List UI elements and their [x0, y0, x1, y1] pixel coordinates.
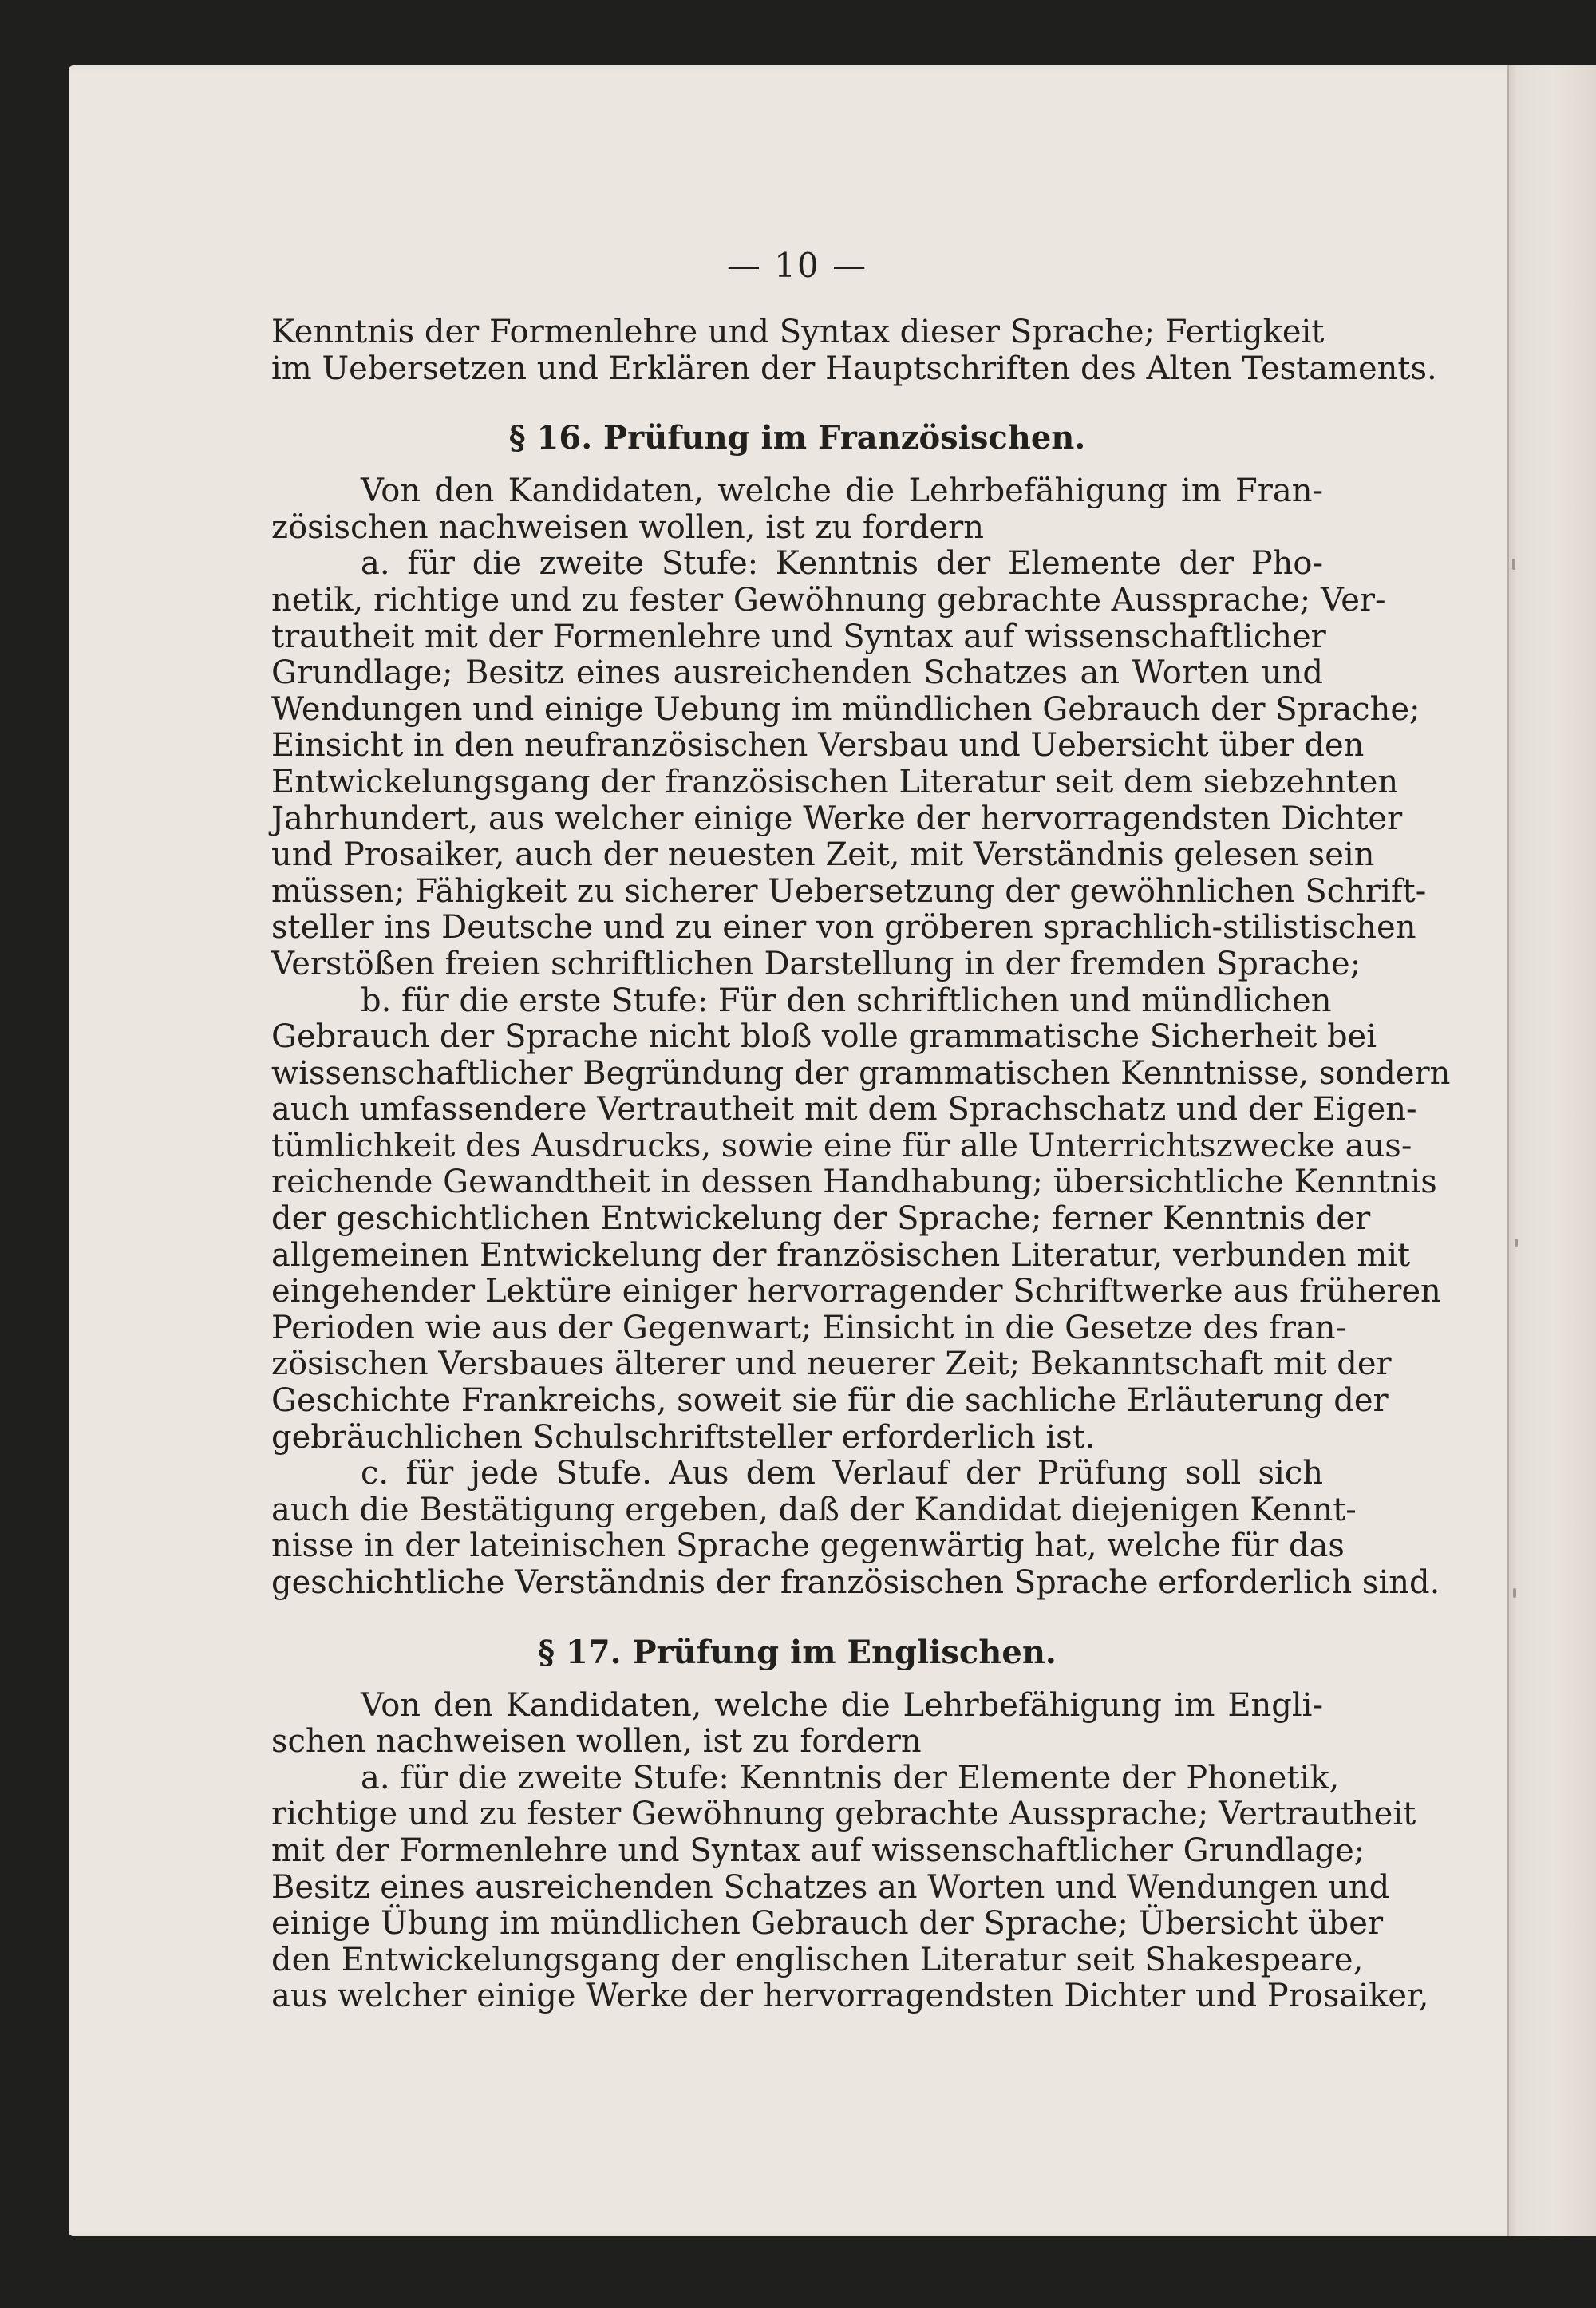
text-line: Jahrhundert, aus welcher einige Werke der hervorragendsten Dichter	[271, 800, 1403, 837]
text-line: nisse in der lateinischen Sprache gegenwärtig hat, welche für das	[271, 1527, 1345, 1565]
text-line: steller ins Deutsche und zu einer von gröberen sprachlich-stilistischen	[271, 909, 1416, 947]
page-text	[271, 239, 1451, 2015]
text-line: Von den Kandidaten, welche die Lehrbefähigung im Engli-	[361, 1686, 1323, 1724]
text-line: Perioden wie aus der Gegenwart; Einsicht in die Gesetze des fran-	[271, 1309, 1347, 1346]
text-line: netik, richtige und zu fester Gewöhnung gebrachte Aussprache; Ver-	[271, 581, 1386, 618]
text-line: Einsicht in den neufranzösischen Versbau und Uebersicht über den	[271, 727, 1365, 765]
text-line: den Entwickelungsgang der englischen Literatur seit Shakespeare,	[271, 1941, 1364, 1978]
text-line: schen nachweisen wollen, ist zu fordern	[271, 1723, 922, 1761]
text-line: c. für jede Stufe. Aus dem Verlauf der Prüfung soll sich	[361, 1455, 1323, 1492]
edge-mark	[1515, 1239, 1518, 1247]
text-line: müssen; Fähigkeit zu sicherer Uebersetzung der gewöhnlichen Schrift-	[271, 872, 1427, 910]
text-line: eingehender Lektüre einiger hervorragender Schriftwerke aus früheren	[271, 1273, 1441, 1310]
text-line: a. für die zweite Stufe: Kenntnis der Elemente der Pho-	[361, 545, 1323, 583]
text-line: und Prosaiker, auch der neuesten Zeit, mit Verständnis gelesen sein	[271, 836, 1375, 874]
text-line: Von den Kandidaten, welche die Lehrbefähigung im Fran-	[361, 472, 1323, 510]
text-line: richtige und zu fester Gewöhnung gebrachte Aussprache; Vertrautheit	[271, 1796, 1416, 1833]
text-line: a. für die zweite Stufe: Kenntnis der Elemente der Phonetik,	[361, 1759, 1340, 1796]
text-line: im Uebersetzen und Erklären der Hauptschriften des Alten Testaments.	[271, 350, 1437, 387]
text-line: tümlichkeit des Ausdrucks, sowie eine für alle Unterrichtszwecke aus-	[271, 1127, 1412, 1164]
text-line: allgemeinen Entwickelung der französischen Literatur, verbunden mit	[271, 1236, 1411, 1274]
page-edge-line	[1507, 65, 1509, 2236]
text-line: einige Übung im mündlichen Gebrauch der Sprache; Übersicht über	[271, 1905, 1384, 1942]
page-number: — 10 —	[726, 246, 868, 285]
text-line: Kenntnis der Formenlehre und Syntax dieser Sprache; Fertigkeit	[271, 314, 1325, 350]
text-line: aus welcher einige Werke der hervorragendsten Dichter und Prosaiker,	[271, 1978, 1429, 2015]
text-line: Besitz eines ausreichenden Schatzes an Worten und Wendungen und	[271, 1868, 1390, 1906]
text-line: auch die Bestätigung ergeben, daß der Kandidat diejenigen Kennt-	[271, 1491, 1357, 1528]
text-line: gebräuchlichen Schulschriftsteller erforderlich ist.	[271, 1418, 1096, 1456]
text-line: b. für die erste Stufe: Für den schriftlichen und mündlichen	[361, 982, 1332, 1019]
text-line: auch umfassendere Vertrautheit mit dem Sprachschatz und der Eigen-	[271, 1091, 1417, 1128]
text-line: mit der Formenlehre und Syntax auf wissenschaftlicher Grundlage;	[271, 1832, 1365, 1869]
page-edge	[1507, 65, 1596, 2236]
text-line: Wendungen und einige Uebung im mündlichen Gebrauch der Sprache;	[271, 690, 1420, 728]
text-line: Entwickelungsgang der französischen Literatur seit dem siebzehnten	[271, 763, 1399, 800]
section-heading-17: § 17. Prüfung im Englischen.	[538, 1633, 1057, 1671]
text-line: zösischen nachweisen wollen, ist zu fordern	[271, 508, 985, 546]
text-line: Verstößen freien schriftlichen Darstellung in der fremden Sprache;	[271, 945, 1361, 982]
text-line: Grundlage; Besitz eines ausreichenden Schatzes an Worten und	[271, 654, 1323, 692]
text-line: reichende Gewandtheit in dessen Handhabung; übersichtliche Kenntnis	[271, 1164, 1437, 1201]
text-line: wissenschaftlicher Begründung der grammatischen Kenntnisse, sondern	[271, 1054, 1451, 1092]
text-line: der geschichtlichen Entwickelung der Sprache; ferner Kenntnis der	[271, 1200, 1371, 1238]
edge-mark	[1512, 559, 1515, 570]
text-line: Gebrauch der Sprache nicht bloß volle grammatische Sicherheit bei	[271, 1018, 1377, 1056]
text-line: geschichtliche Verständnis der französischen Sprache erforderlich sind.	[271, 1564, 1440, 1601]
text-line: zösischen Versbaues älterer und neuerer Zeit; Bekanntschaft mit der	[271, 1346, 1392, 1383]
text-line: trautheit mit der Formenlehre und Syntax auf wissenschaftlicher	[271, 618, 1326, 655]
text-line: Geschichte Frankreichs, soweit sie für die sachliche Erläuterung der	[271, 1382, 1389, 1420]
section-heading-16: § 16. Prüfung im Französischen.	[508, 419, 1086, 457]
edge-mark	[1513, 1588, 1516, 1598]
